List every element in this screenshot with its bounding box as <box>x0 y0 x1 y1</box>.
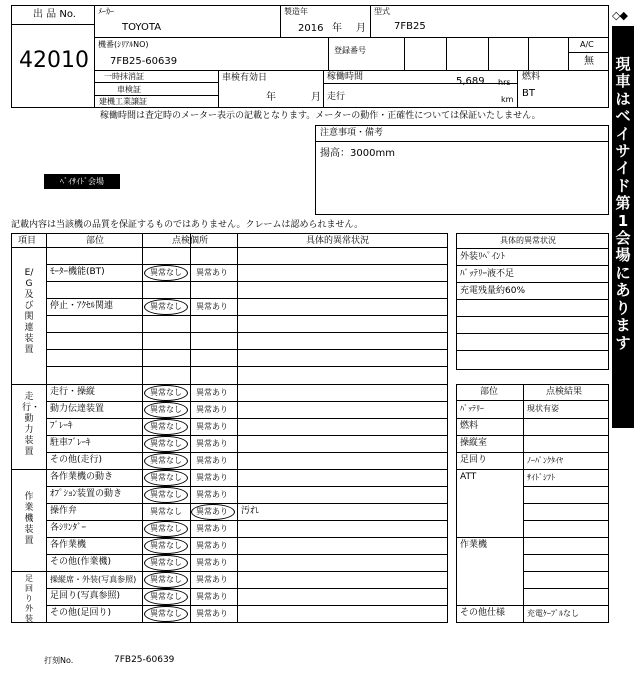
stamp-value: 7FB25-60639 <box>114 655 175 665</box>
group-drive: 走行・動力装置 <box>22 392 41 457</box>
check-ok: 異常なし <box>150 388 182 397</box>
check-ng: 異常あり <box>196 490 228 499</box>
check-ok: 異常なし <box>150 575 182 584</box>
abnormal-divider <box>456 265 609 266</box>
table-row-line <box>46 401 448 402</box>
header-part: 部位 <box>86 236 105 246</box>
check-ng: 異常あり <box>196 524 228 533</box>
check-ok: 異常なし <box>150 558 182 567</box>
diamond-marks-bottom: ◆◇ <box>612 386 627 399</box>
hours-label: 稼働時間 <box>327 72 364 82</box>
table-row-line <box>46 281 448 282</box>
hours-unit: hrs <box>498 78 511 87</box>
check-ok: 異常なし <box>150 473 182 482</box>
group-engine: E/G及び関連装置 <box>24 268 34 355</box>
table-row-part: 操作弁 <box>50 506 78 516</box>
results-divider <box>456 435 609 436</box>
inspection-month-unit: 月 <box>311 92 321 103</box>
table-divider <box>237 233 238 623</box>
abnormal-divider <box>456 333 609 334</box>
table-row-part: ﾓｰﾀｰ機能(BT) <box>50 267 105 277</box>
header-item: 項目 <box>18 236 37 246</box>
table-row-line <box>46 435 448 436</box>
cert-temp-deregistration: 一時抹消証 <box>104 72 144 81</box>
results-divider <box>456 418 609 419</box>
check-ok: 異常なし <box>150 302 182 311</box>
table-row-line <box>46 418 448 419</box>
results-row-part: 操縦室 <box>460 438 488 448</box>
abnormal-divider <box>456 299 609 300</box>
check-ok: 異常なし <box>150 507 182 516</box>
results-row-part: 足回り <box>460 455 488 465</box>
results-row-part: その他仕様 <box>460 608 506 618</box>
header-divider <box>517 70 518 108</box>
check-ng: 異常あり <box>196 422 228 431</box>
table-row-line <box>46 366 448 367</box>
header-divider <box>328 37 329 70</box>
results-divider <box>456 537 609 538</box>
table-row-line <box>46 537 448 538</box>
notes-label: 注意事項・備考 <box>320 128 384 138</box>
table-row-line <box>46 605 448 606</box>
hours-value: 5,689 <box>456 76 485 87</box>
header-divider <box>94 95 218 96</box>
table-divider <box>190 233 191 623</box>
check-ok: 異常なし <box>150 541 182 550</box>
abnormal-line: ﾊﾞｯﾃﾘｰ液不足 <box>460 269 515 279</box>
check-ok: 異常なし <box>150 490 182 499</box>
check-ng: 異常あり <box>196 609 228 618</box>
header-divider <box>94 5 95 108</box>
check-ng: 異常あり <box>196 575 228 584</box>
year-value: 2016 <box>298 23 324 34</box>
results-divider <box>456 469 609 470</box>
table-row-detail: 汚れ <box>241 506 260 516</box>
table-row-part: 各作業機の動き <box>50 472 114 482</box>
table-row-part: その他(足回り) <box>50 608 112 618</box>
results-row-part: 燃料 <box>460 421 479 431</box>
table-row-part: 操縦席・外装(写真参照) <box>50 575 137 584</box>
table-row-part: 駐車ﾌﾞﾚｰｷ <box>50 438 91 448</box>
header-frame <box>11 5 609 108</box>
table-row-part: 走行・操縦 <box>50 387 96 397</box>
quality-disclaimer: 記載内容は当該機の品質を保証するものではありません。クレームは認められません。 <box>11 220 364 230</box>
group-undercarriage: 足回り外装 <box>25 574 33 623</box>
check-ng: 異常あり <box>196 405 228 414</box>
abnormal-header: 具体的異常状況 <box>500 236 556 245</box>
results-divider <box>523 486 609 487</box>
check-ng: 異常あり <box>196 473 228 482</box>
location-sidebar-text: 現車はベイサイド第1会場にあります <box>615 55 631 352</box>
ac-label: A/C <box>580 40 594 49</box>
results-row-value: ﾉｰﾊﾟﾝｸﾀｲﾔ <box>527 456 563 465</box>
diamond-marks-top: ◇◆ <box>612 9 627 22</box>
table-row-part: ﾌﾞﾚｰｷ <box>50 421 73 431</box>
abnormal-divider <box>456 350 609 351</box>
check-ng: 異常あり <box>196 558 228 567</box>
cert-vehicle-inspection: 車検証 <box>117 85 141 94</box>
check-ng: 異常あり <box>196 592 228 601</box>
header-divider <box>280 5 281 37</box>
table-row-part: 停止・ｱｸｾﾙ関連 <box>50 301 114 311</box>
results-row-part: ATT <box>460 472 477 482</box>
results-divider <box>523 571 609 572</box>
table-row-part: その他(作業機) <box>50 557 112 567</box>
model-value: 7FB25 <box>394 21 426 32</box>
check-ok: 異常なし <box>150 268 182 277</box>
table-row-part: 各ｼﾘﾝﾀﾞｰ <box>50 523 87 533</box>
header-divider <box>94 82 218 83</box>
header-divider <box>446 37 447 70</box>
hours-disclaimer: 稼働時間は査定時のメーター表示の記載となります。メーターの動作・正確性については保証いたしません。 <box>100 111 541 121</box>
table-row-part: ｵﾌﾟｼｮﾝ装置の動き <box>50 489 123 499</box>
fuel-label: 燃料 <box>522 72 541 82</box>
results-divider <box>523 588 609 589</box>
ac-value: 無 <box>584 56 594 67</box>
header-divider <box>11 24 94 25</box>
table-row-line <box>11 469 448 470</box>
results-row-value: 充電ｹｰﾌﾞﾙなし <box>527 609 579 618</box>
year-unit: 年 <box>332 23 342 34</box>
header-detail: 具体的異常状況 <box>306 236 370 246</box>
table-row-line <box>46 486 448 487</box>
header-divider <box>370 5 371 37</box>
table-row-line <box>46 298 448 299</box>
table-divider <box>11 247 448 248</box>
table-row-line <box>11 384 448 385</box>
group-work-equipment: 作業機装置 <box>24 492 34 546</box>
check-ok: 異常なし <box>150 609 182 618</box>
abnormal-line: 外装ﾘﾍﾟｲﾝﾄ <box>460 252 506 262</box>
header-divider <box>94 37 609 38</box>
reg-no-label: 登録番号 <box>334 46 366 55</box>
header-divider <box>568 37 569 70</box>
results-row-part: ﾊﾞｯﾃﾘｰ <box>460 404 484 413</box>
maker-label: ﾒｰｶｰ <box>98 7 114 16</box>
cert-construction: 建機工業譲証 <box>99 97 147 106</box>
results-divider <box>523 503 609 504</box>
header-divider <box>323 83 517 84</box>
table-row-part: その他(走行) <box>50 455 103 465</box>
table-row-line <box>46 588 448 589</box>
check-ng: 異常あり <box>196 268 228 277</box>
year-label: 製造年 <box>284 7 308 16</box>
check-ng: 異常あり <box>196 541 228 550</box>
table-row-part: 足回り(写真参照) <box>50 591 121 601</box>
results-divider <box>456 452 609 453</box>
abnormal-line: 充電残量約60% <box>460 286 526 296</box>
results-divider <box>523 520 609 521</box>
header-divider <box>528 37 529 70</box>
check-ok: 異常なし <box>150 422 182 431</box>
header-divider <box>488 37 489 70</box>
results-row-value: ｻｲﾄﾞｼﾌﾄ <box>527 473 555 482</box>
table-divider <box>46 233 47 623</box>
table-row-line <box>46 452 448 453</box>
stamp-label: 打刻No. <box>44 656 74 665</box>
results-row-part: 作業機 <box>460 540 488 550</box>
check-ok: 異常なし <box>150 439 182 448</box>
check-ok: 異常なし <box>150 524 182 533</box>
header-divider <box>218 70 219 108</box>
table-row-line <box>46 554 448 555</box>
serial-label: 機番(ｼﾘｱﾙNO) <box>98 40 149 49</box>
table-row-line <box>46 503 448 504</box>
abnormal-divider <box>456 282 609 283</box>
listing-label: 出 品 No. <box>33 9 76 20</box>
inspection-year-unit: 年 <box>266 92 276 103</box>
check-ng: 異常あり <box>196 388 228 397</box>
listing-number: 42010 <box>19 48 89 73</box>
check-ok: 異常なし <box>150 456 182 465</box>
results-divider <box>523 554 609 555</box>
table-row-line <box>11 571 448 572</box>
table-row-line <box>46 332 448 333</box>
month-unit: 月 <box>356 23 366 34</box>
location-chip: ﾍﾞｲｻｲﾄﾞ会場 <box>44 174 120 189</box>
table-row-part: 動力伝達装置 <box>50 404 105 414</box>
fuel-value: BT <box>522 88 535 99</box>
check-ng: 異常あり <box>196 507 228 516</box>
check-ng: 異常あり <box>196 439 228 448</box>
table-row-line <box>46 349 448 350</box>
notes-divider <box>315 141 609 142</box>
travel-label: 走行 <box>327 92 346 102</box>
header-divider <box>94 70 609 71</box>
notes-box <box>315 125 609 215</box>
header-check: 点検個所 <box>172 236 209 246</box>
table-row-part: 各作業機 <box>50 540 87 550</box>
check-ng: 異常あり <box>196 302 228 311</box>
results-row-value: 現状有姿 <box>527 404 559 413</box>
results-header-result: 点検結果 <box>546 387 583 397</box>
header-divider <box>404 37 405 70</box>
model-label: 型式 <box>374 7 390 16</box>
results-header-part: 部位 <box>480 387 499 397</box>
check-ok: 異常なし <box>150 592 182 601</box>
notes-text: 揚高：3000mm <box>320 148 395 159</box>
table-row-line <box>46 315 448 316</box>
serial-value: 7FB25-60639 <box>110 56 178 67</box>
table-divider <box>142 233 143 623</box>
header-divider <box>568 52 609 53</box>
table-row-line <box>46 520 448 521</box>
maker-value: TOYOTA <box>122 22 162 33</box>
abnormal-divider <box>456 248 609 249</box>
abnormal-divider <box>456 316 609 317</box>
table-row-line <box>46 264 448 265</box>
check-ng: 異常あり <box>196 456 228 465</box>
travel-unit: km <box>501 95 514 104</box>
inspection-label: 車検有効日 <box>222 73 268 83</box>
results-divider <box>456 605 609 606</box>
results-divider <box>456 400 609 401</box>
header-divider <box>323 70 324 108</box>
check-ok: 異常なし <box>150 405 182 414</box>
